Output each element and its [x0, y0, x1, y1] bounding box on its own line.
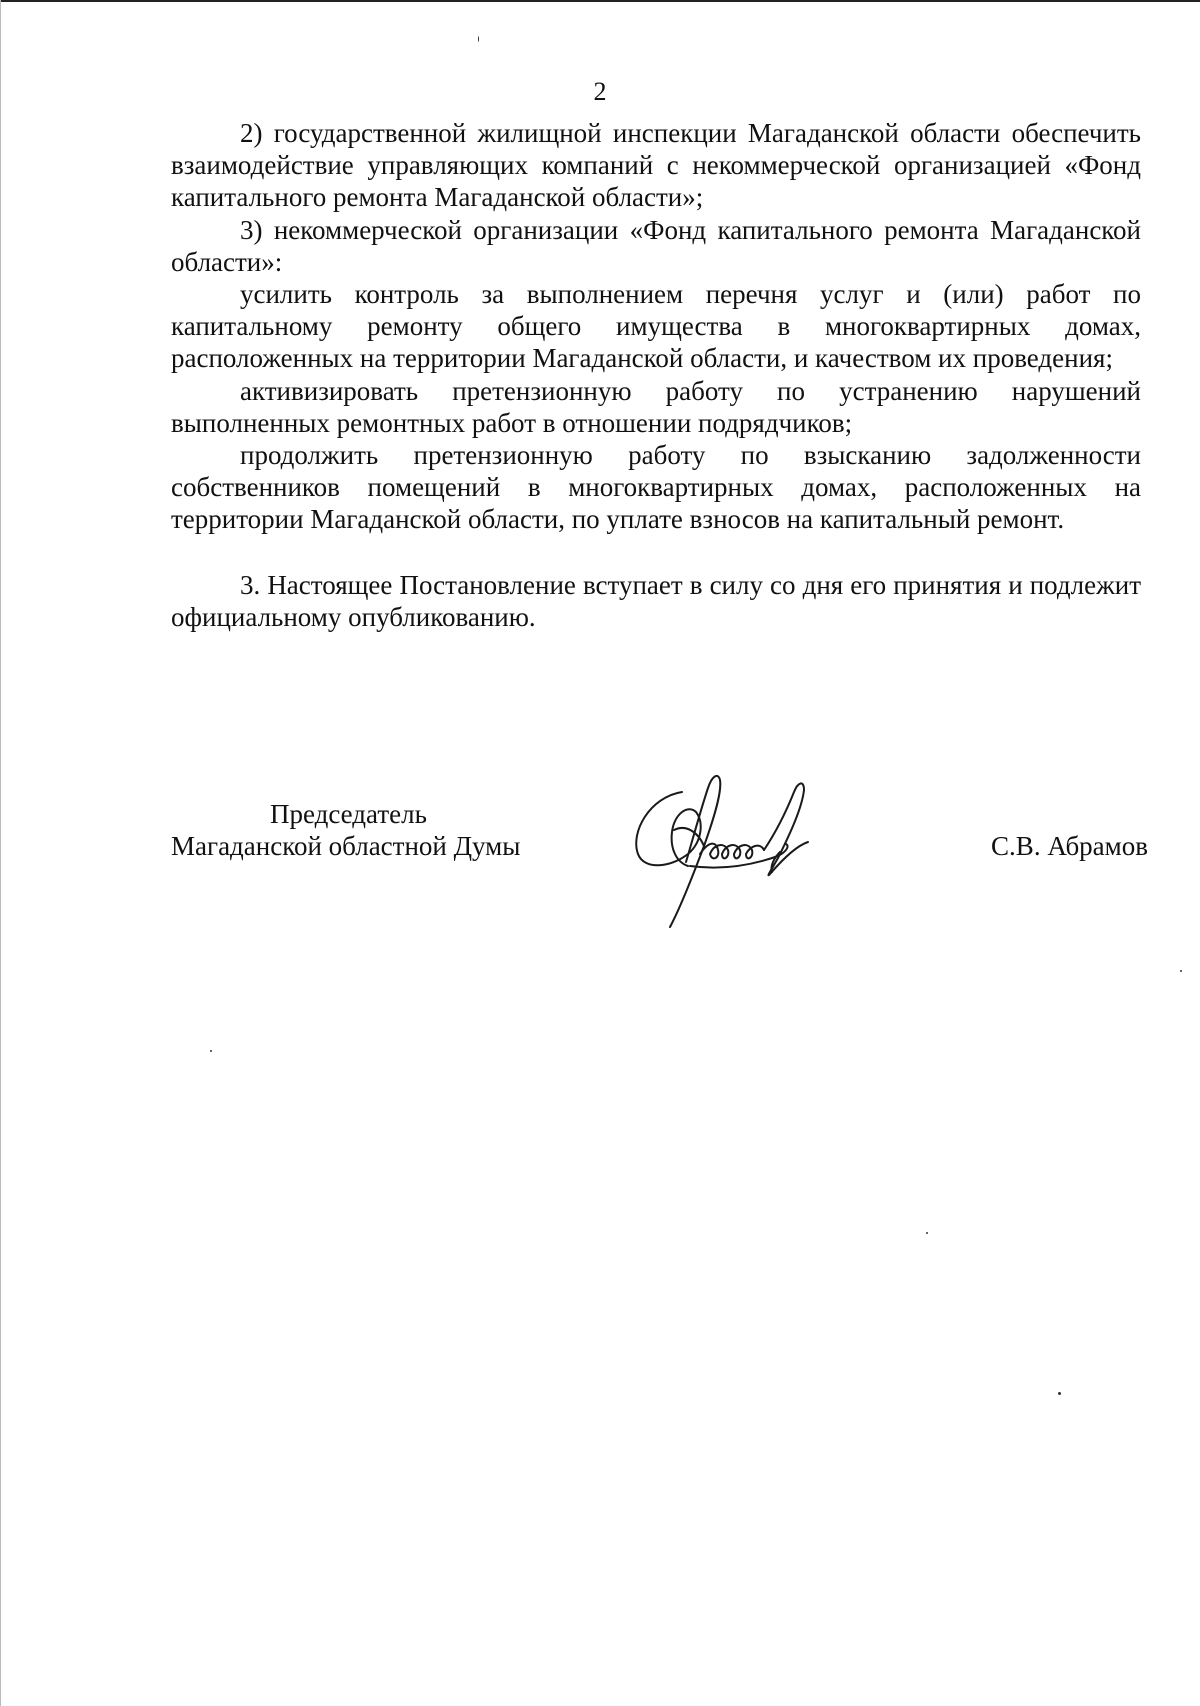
paragraph-effective-date: 3. Настоящее Постановление вступает в силу со дня его принятия и подлежит официальному опубликованию.: [171, 569, 1141, 632]
page-number: 2: [593, 77, 607, 106]
signatory-title-line-1: Председатель: [270, 799, 427, 829]
paragraph-strengthen-control: усилить контроль за выполнением перечня услуг и (или) работ по капитальному ремонту общего имущества в многоквартирных домах, расположенных на территории Магаданской области, и качеством их проведения;: [171, 279, 1141, 374]
scan-left-edge: [0, 0, 1, 1706]
signatory-title-line-2: Магаданской областной Думы: [171, 831, 521, 861]
scan-speck: [1058, 1392, 1061, 1395]
scan-speck: [478, 36, 479, 42]
paragraph-claims-debt: продолжить претензионную работу по взысканию задолженности собственников помещений в многоквартирных домах, расположенных на территории Магаданской области, по уплате взносов на капитальный ремонт.: [171, 440, 1141, 535]
scan-speck: [210, 1050, 212, 1052]
scan-top-edge: [0, 0, 1200, 2]
scan-speck: [1180, 970, 1182, 972]
paragraph-claims-contractors: активизировать претензионную работу по устранению нарушений выполненных ремонтных работ в отношении подрядчиков;: [171, 375, 1141, 438]
handwritten-signature: [630, 762, 850, 932]
scan-speck: [926, 1232, 928, 1234]
paragraph-housing-inspection: 2) государственной жилищной инспекции Магаданской области обеспечить взаимодействие управляющих компаний с некоммерческой организацией «Фонд капитального ремонта Магаданской области»;: [171, 118, 1141, 213]
signatory-title: [171, 798, 520, 862]
document-body: [171, 117, 1141, 633]
signatory-name: С.В. Абрамов: [991, 831, 1148, 861]
paragraph-capital-repair-fund: 3) некоммерческой организации «Фонд капитального ремонта Магаданской области»:: [171, 214, 1141, 277]
